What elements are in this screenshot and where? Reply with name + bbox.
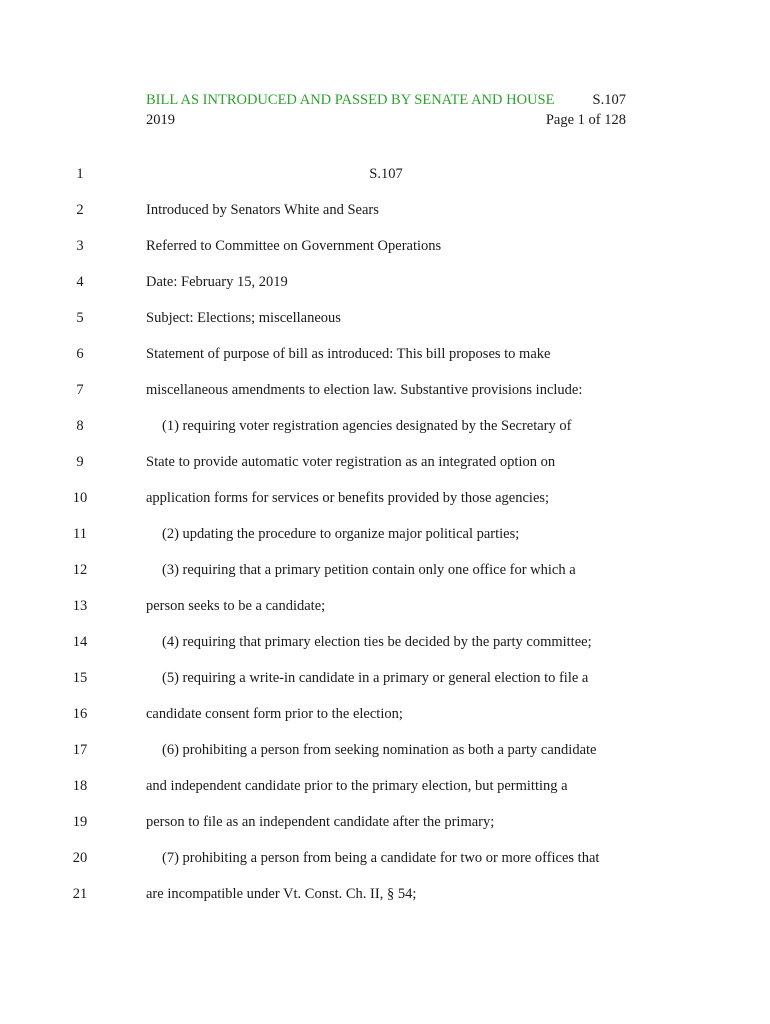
- line-text: Subject: Elections; miscellaneous: [146, 310, 341, 326]
- document-line: [0, 346, 770, 366]
- line-text: (3) requiring that a primary petition contain only one office for which a: [162, 562, 576, 578]
- line-number: 15: [72, 670, 88, 686]
- document-line: [0, 886, 770, 906]
- line-number: 4: [76, 274, 84, 290]
- document-line: [0, 382, 770, 402]
- line-number: 5: [76, 310, 84, 326]
- line-number: 14: [72, 634, 88, 650]
- line-text: are incompatible under Vt. Const. Ch. II, § 54;: [146, 886, 417, 902]
- line-number: 8: [76, 418, 84, 434]
- document-line: [0, 562, 770, 582]
- document-line: [0, 706, 770, 726]
- document-line: [0, 742, 770, 762]
- document-line: [0, 598, 770, 618]
- line-text: application forms for services or benefits provided by those agencies;: [146, 490, 550, 506]
- line-text: candidate consent form prior to the election;: [146, 706, 403, 722]
- line-number: 19: [72, 814, 88, 830]
- line-number: 21: [72, 886, 88, 902]
- line-number: 13: [72, 598, 88, 614]
- line-text: (1) requiring voter registration agencies designated by the Secretary of: [162, 418, 572, 434]
- bill-number: S.107: [592, 92, 626, 108]
- document-line: [0, 238, 770, 258]
- page-info: Page 1 of 128: [545, 112, 626, 128]
- document-line: [0, 310, 770, 330]
- line-text: Statement of purpose of bill as introduced: This bill proposes to make: [146, 346, 551, 362]
- line-text: person seeks to be a candidate;: [146, 598, 326, 614]
- line-number: 6: [76, 346, 84, 362]
- bill-status: BILL AS INTRODUCED AND PASSED BY SENATE AND HOUSE: [146, 92, 555, 108]
- line-text: person to file as an independent candidate after the primary;: [146, 814, 495, 830]
- line-text: (2) updating the procedure to organize major political parties;: [162, 526, 520, 542]
- document-line: [0, 526, 770, 546]
- line-text: Referred to Committee on Government Operations: [146, 238, 442, 254]
- line-number: 10: [72, 490, 88, 506]
- document-line: [0, 274, 770, 294]
- line-number: 9: [76, 454, 84, 470]
- document-line: [0, 454, 770, 474]
- page-subheader: [146, 112, 626, 129]
- line-number: 16: [72, 706, 88, 722]
- line-number: 20: [72, 850, 88, 866]
- line-text: (4) requiring that primary election ties be decided by the party committee;: [162, 634, 592, 650]
- document-line: [0, 418, 770, 438]
- document-line: [0, 634, 770, 654]
- bill-year: 2019: [146, 112, 175, 128]
- line-number: 18: [72, 778, 88, 794]
- line-text: miscellaneous amendments to election law. Substantive provisions include:: [146, 382, 583, 398]
- line-number: 12: [72, 562, 88, 578]
- document-line: [0, 202, 770, 222]
- document-line: [0, 490, 770, 510]
- line-number: 7: [76, 382, 84, 398]
- line-text: (7) prohibiting a person from being a candidate for two or more offices that: [162, 850, 600, 866]
- line-number: 11: [73, 526, 87, 542]
- line-number: 1: [76, 166, 84, 182]
- line-text: Introduced by Senators White and Sears: [146, 202, 379, 218]
- line-number: 3: [76, 238, 84, 254]
- line-number: 17: [72, 742, 88, 758]
- line-text: State to provide automatic voter registration as an integrated option on: [146, 454, 556, 470]
- line-text: (5) requiring a write-in candidate in a primary or general election to file a: [162, 670, 589, 686]
- line-text: Date: February 15, 2019: [146, 274, 288, 290]
- line-text: (6) prohibiting a person from seeking nomination as both a party candidate: [162, 742, 597, 758]
- document-line: [0, 166, 770, 186]
- page-header: [146, 92, 626, 109]
- line-number: 2: [76, 202, 84, 218]
- document-line: [0, 814, 770, 834]
- document-line: [0, 670, 770, 690]
- document-line: [0, 778, 770, 798]
- line-text: and independent candidate prior to the primary election, but permitting a: [146, 778, 568, 794]
- bill-title: S.107: [369, 166, 403, 182]
- document-line: [0, 850, 770, 870]
